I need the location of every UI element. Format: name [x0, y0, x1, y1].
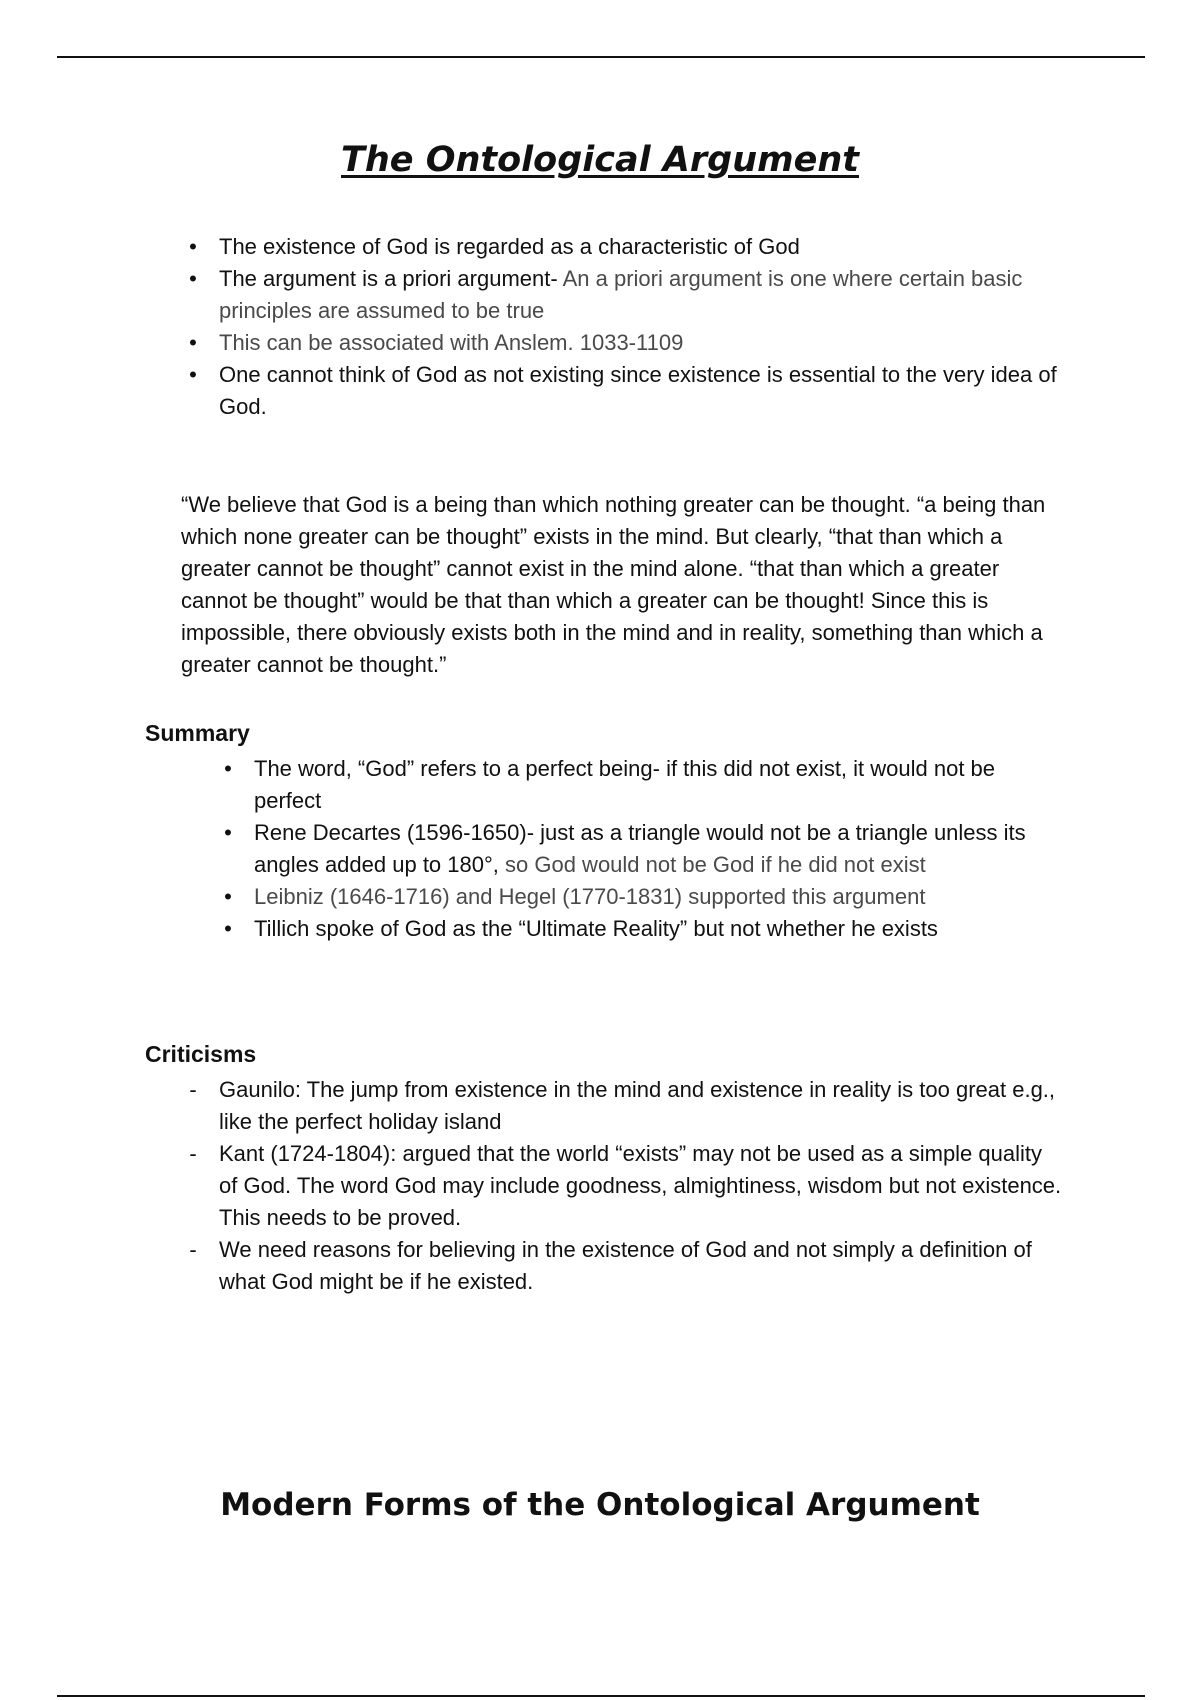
bullet-icon: • — [189, 266, 197, 291]
bullet-text-continued: Leibniz (1646-1716) and Hegel (1770-1831) supported this argument — [254, 884, 926, 909]
dash-icon: - — [189, 1237, 197, 1262]
criticism-text: Gaunilo: The jump from existence in the mind and existence in reality is too great e.g., like the perfect holiday island — [219, 1077, 1056, 1134]
criticisms-dash-list — [183, 1074, 1063, 1298]
bullet-icon: • — [224, 756, 232, 781]
criticism-text: We need reasons for believing in the existence of God and not simply a definition of what God might be if he existed. — [219, 1237, 1032, 1294]
bullet-text-continued: An a priori argument is one where certain basic principles are assumed to be true — [219, 266, 1023, 323]
document-title: The Ontological Argument — [341, 140, 859, 180]
bullet-text: Rene Decartes (1596-1650)- just as a triangle would not be a triangle unless its angles added up to 180°, — [254, 820, 1026, 877]
list-item — [183, 1074, 1063, 1138]
top-rule — [57, 56, 1145, 58]
bullet-icon: • — [189, 330, 197, 355]
anselm-quote: “We believe that God is a being than which nothing greater can be thought. “a being than which none greater can be thought” exists in the mind. But clearly, “that than which a greater cannot be thought” cannot exist in the mind alone. “that than which a greater cannot be thought” would be that than which a greater can be thought! Since this is impossible, there obviously exists both in the mind and in reality, something than which a greater cannot be thought.” — [181, 492, 1046, 677]
list-item — [218, 881, 1068, 913]
bullet-icon: • — [224, 916, 232, 941]
bullet-icon: • — [224, 820, 232, 845]
list-item — [183, 263, 1063, 327]
bullet-icon: • — [189, 234, 197, 259]
criticism-text: Kant (1724-1804): argued that the world “exists” may not be used as a simple quality of God. The word God may include goodness, almightiness, wisdom but not existence. This needs to be proved. — [219, 1141, 1062, 1230]
summary-heading: Summary — [145, 720, 250, 746]
bullet-icon: • — [189, 362, 197, 387]
bullet-icon: • — [224, 884, 232, 909]
criticisms-heading: Criticisms — [145, 1041, 257, 1067]
bullet-text: The argument is a priori argument- — [219, 266, 563, 291]
list-item — [218, 913, 1068, 945]
bullet-text: The word, “God” refers to a perfect being- if this did not exist, it would not be perfect — [254, 756, 996, 813]
list-item — [183, 231, 1063, 263]
list-item — [183, 1234, 1063, 1298]
dash-icon: - — [189, 1141, 197, 1166]
list-item — [218, 817, 1068, 881]
bullet-text: The existence of God is regarded as a characteristic of God — [219, 234, 800, 259]
list-item — [183, 327, 1063, 359]
bullet-text: Tillich spoke of God as the “Ultimate Reality” but not whether he exists — [254, 916, 938, 941]
bullet-text: One cannot think of God as not existing since existence is essential to the very idea of God. — [219, 362, 1057, 419]
bullet-text-continued: This can be associated with Anslem. 1033-1109 — [219, 330, 684, 355]
modern-forms-heading: Modern Forms of the Ontological Argument — [220, 1487, 980, 1523]
summary-bullet-list — [218, 753, 1068, 945]
list-item — [183, 359, 1063, 423]
list-item — [183, 1138, 1063, 1234]
bullet-text-continued: so God would not be God if he did not exist — [505, 852, 926, 877]
dash-icon: - — [189, 1077, 197, 1102]
bottom-rule — [57, 1695, 1145, 1697]
intro-bullet-list — [183, 231, 1063, 423]
list-item — [218, 753, 1068, 817]
